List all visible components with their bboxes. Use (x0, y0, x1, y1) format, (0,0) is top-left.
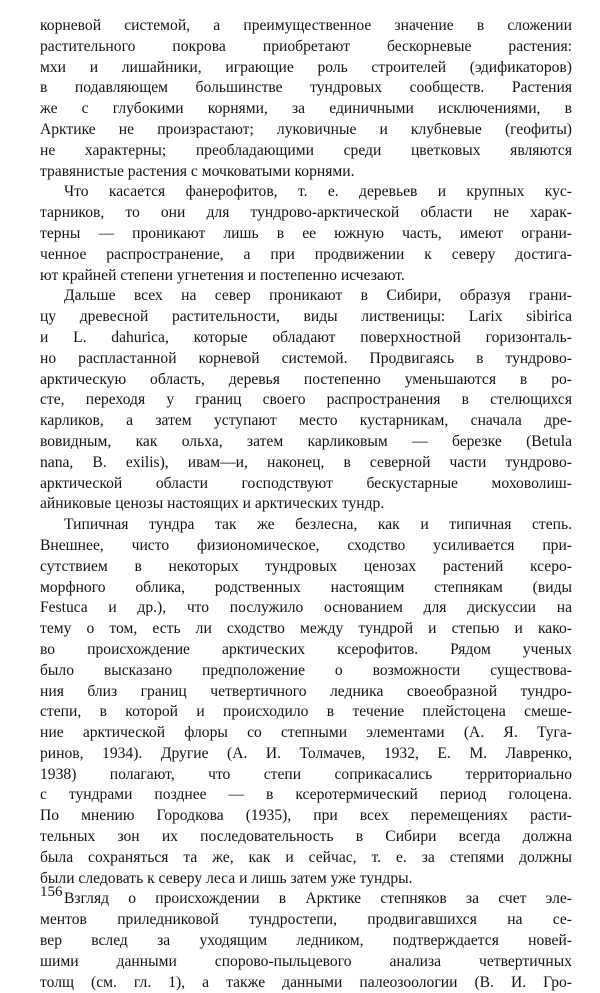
text-line: ют крайней степени угнетения и постепенно исчезают. (40, 266, 405, 284)
text-line: арктическую область, деревья постепенно уменьшаются в ро- (40, 370, 572, 388)
text-line: ния близ границ четвертичного ледника своеобразной тундро- (40, 682, 572, 700)
text-line: Дальше всех на север проникают в Сибири, образуя грани- (64, 287, 572, 305)
text-line: с тундрами позднее — в ксеротермический период голоцена. (40, 786, 572, 804)
text-line: карликов, а затем уступают место кустарникам, сначала дре- (40, 412, 572, 430)
text-line: nana, B. exilis), ивам—и, наконец, в северной части тундрово- (40, 453, 572, 471)
text-line: Типичная тундра так же безлесна, как и типичная степь. (64, 516, 572, 534)
text-line: сте, переходя у границ своего распространения в стелющихся (40, 391, 572, 409)
text-line: растительного покрова приобретают бескорневые растения: (40, 37, 572, 55)
text-line: По мнению Городкова (1935), при всех перемещениях расти- (40, 807, 572, 825)
text-line: арктической области господствуют бескустарные моховолиш- (40, 474, 572, 492)
text-line: ментов приледниковой тундростепи, продвигавшихся на се- (40, 911, 572, 929)
text-line: в подавляющем большинстве тундровых сообществ. Растения (40, 79, 572, 97)
text-line: мхи и лишайники, играющие роль строителей (эдификаторов) (40, 58, 572, 76)
paragraph-4 (40, 515, 572, 889)
page-number: 156 (40, 884, 63, 900)
text-line: Взгляд о происхождении в Арктике степняков за счет эле- (64, 890, 572, 908)
text-line: и L. dahurica, которые обладают поверхностной горизонталь- (40, 328, 572, 346)
text-line: сутствием в некоторых тундровых ценозах растений ксеро- (40, 557, 572, 575)
text-line: была сохраняться та же, как и сейчас, т. е. за степями должны (40, 848, 572, 866)
paragraph-5 (40, 889, 572, 993)
text-line: было высказано предположение о возможности существова- (40, 661, 572, 679)
text-line: ченное распространение, а при продвижении к северу достига- (40, 245, 572, 263)
paragraph-2 (40, 182, 572, 286)
text-line: айниковые ценозы настоящих и арктических тундр. (40, 495, 385, 513)
text-line: тельных зон их последовательность в Сибири всегда должна (40, 828, 572, 846)
text-line: ринов, 1934). Другие (А. И. Толмачев, 1932, Е. М. Лавренко, (40, 744, 572, 762)
text-line: были следовать к северу леса и лишь затем уже тундры. (40, 869, 413, 887)
text-line: Что касается фанерофитов, т. е. деревьев и крупных кус- (64, 183, 572, 201)
text-line: травянистые растения с мочковатыми корнями. (40, 162, 355, 180)
text-line: Внешнее, чисто физиономическое, сходство усиливается при- (40, 536, 572, 554)
text-line: но распластанной корневой системой. Продвигаясь в тундрово- (40, 349, 572, 367)
paragraph-3 (40, 286, 572, 515)
paragraph-1 (40, 16, 572, 182)
text-line: Festuca и др.), что послужило основанием для дискуссии на (40, 599, 572, 617)
text-line: корневой системой, а преимущественное значение в сложении (40, 17, 572, 34)
text-line: во происхождение арктических ксерофитов. Рядом ученых (40, 640, 572, 658)
text-line: же с глубокими корнями, за единичными исключениями, в (40, 100, 572, 118)
text-line: вер вслед за уходящим ледником, подтверждается новей- (40, 932, 572, 950)
text-line: ние арктической флоры со степными элементами (А. Я. Туга- (40, 724, 572, 742)
text-line: степи, в которой и происходило в течение плейстоцена смеше- (40, 703, 572, 721)
text-line: толщ (см. гл. 1), а также данными палеозоологии (В. И. Гро- (40, 973, 572, 991)
text-line: 1938) полагают, что степи соприкасались территориально (40, 765, 572, 783)
text-line: цу древесной растительности, виды лиственицы: Larix sibirica (40, 308, 572, 326)
text-line: терны — проникают лишь в ее южную часть, имеют ограни- (40, 224, 572, 242)
text-line: Арктике не произрастают; луковичные и клубневые (геофиты) (40, 120, 572, 138)
text-line: не характерны; преобладающими среди цветковых являются (40, 141, 572, 159)
text-line: тему о том, есть ли сходство между тундрой и степью и како- (40, 620, 572, 638)
text-line: морфного облика, родственных настоящим степнякам (виды (40, 578, 572, 596)
text-line: тарников, то они для тундрово-арктической области не харак- (40, 204, 572, 222)
text-line: шими данными спорово-пыльцевого анализа четвертичных (40, 952, 572, 970)
page-body (40, 16, 572, 993)
text-line: вовидным, как ольха, затем карликовым — березке (Betula (40, 432, 572, 450)
